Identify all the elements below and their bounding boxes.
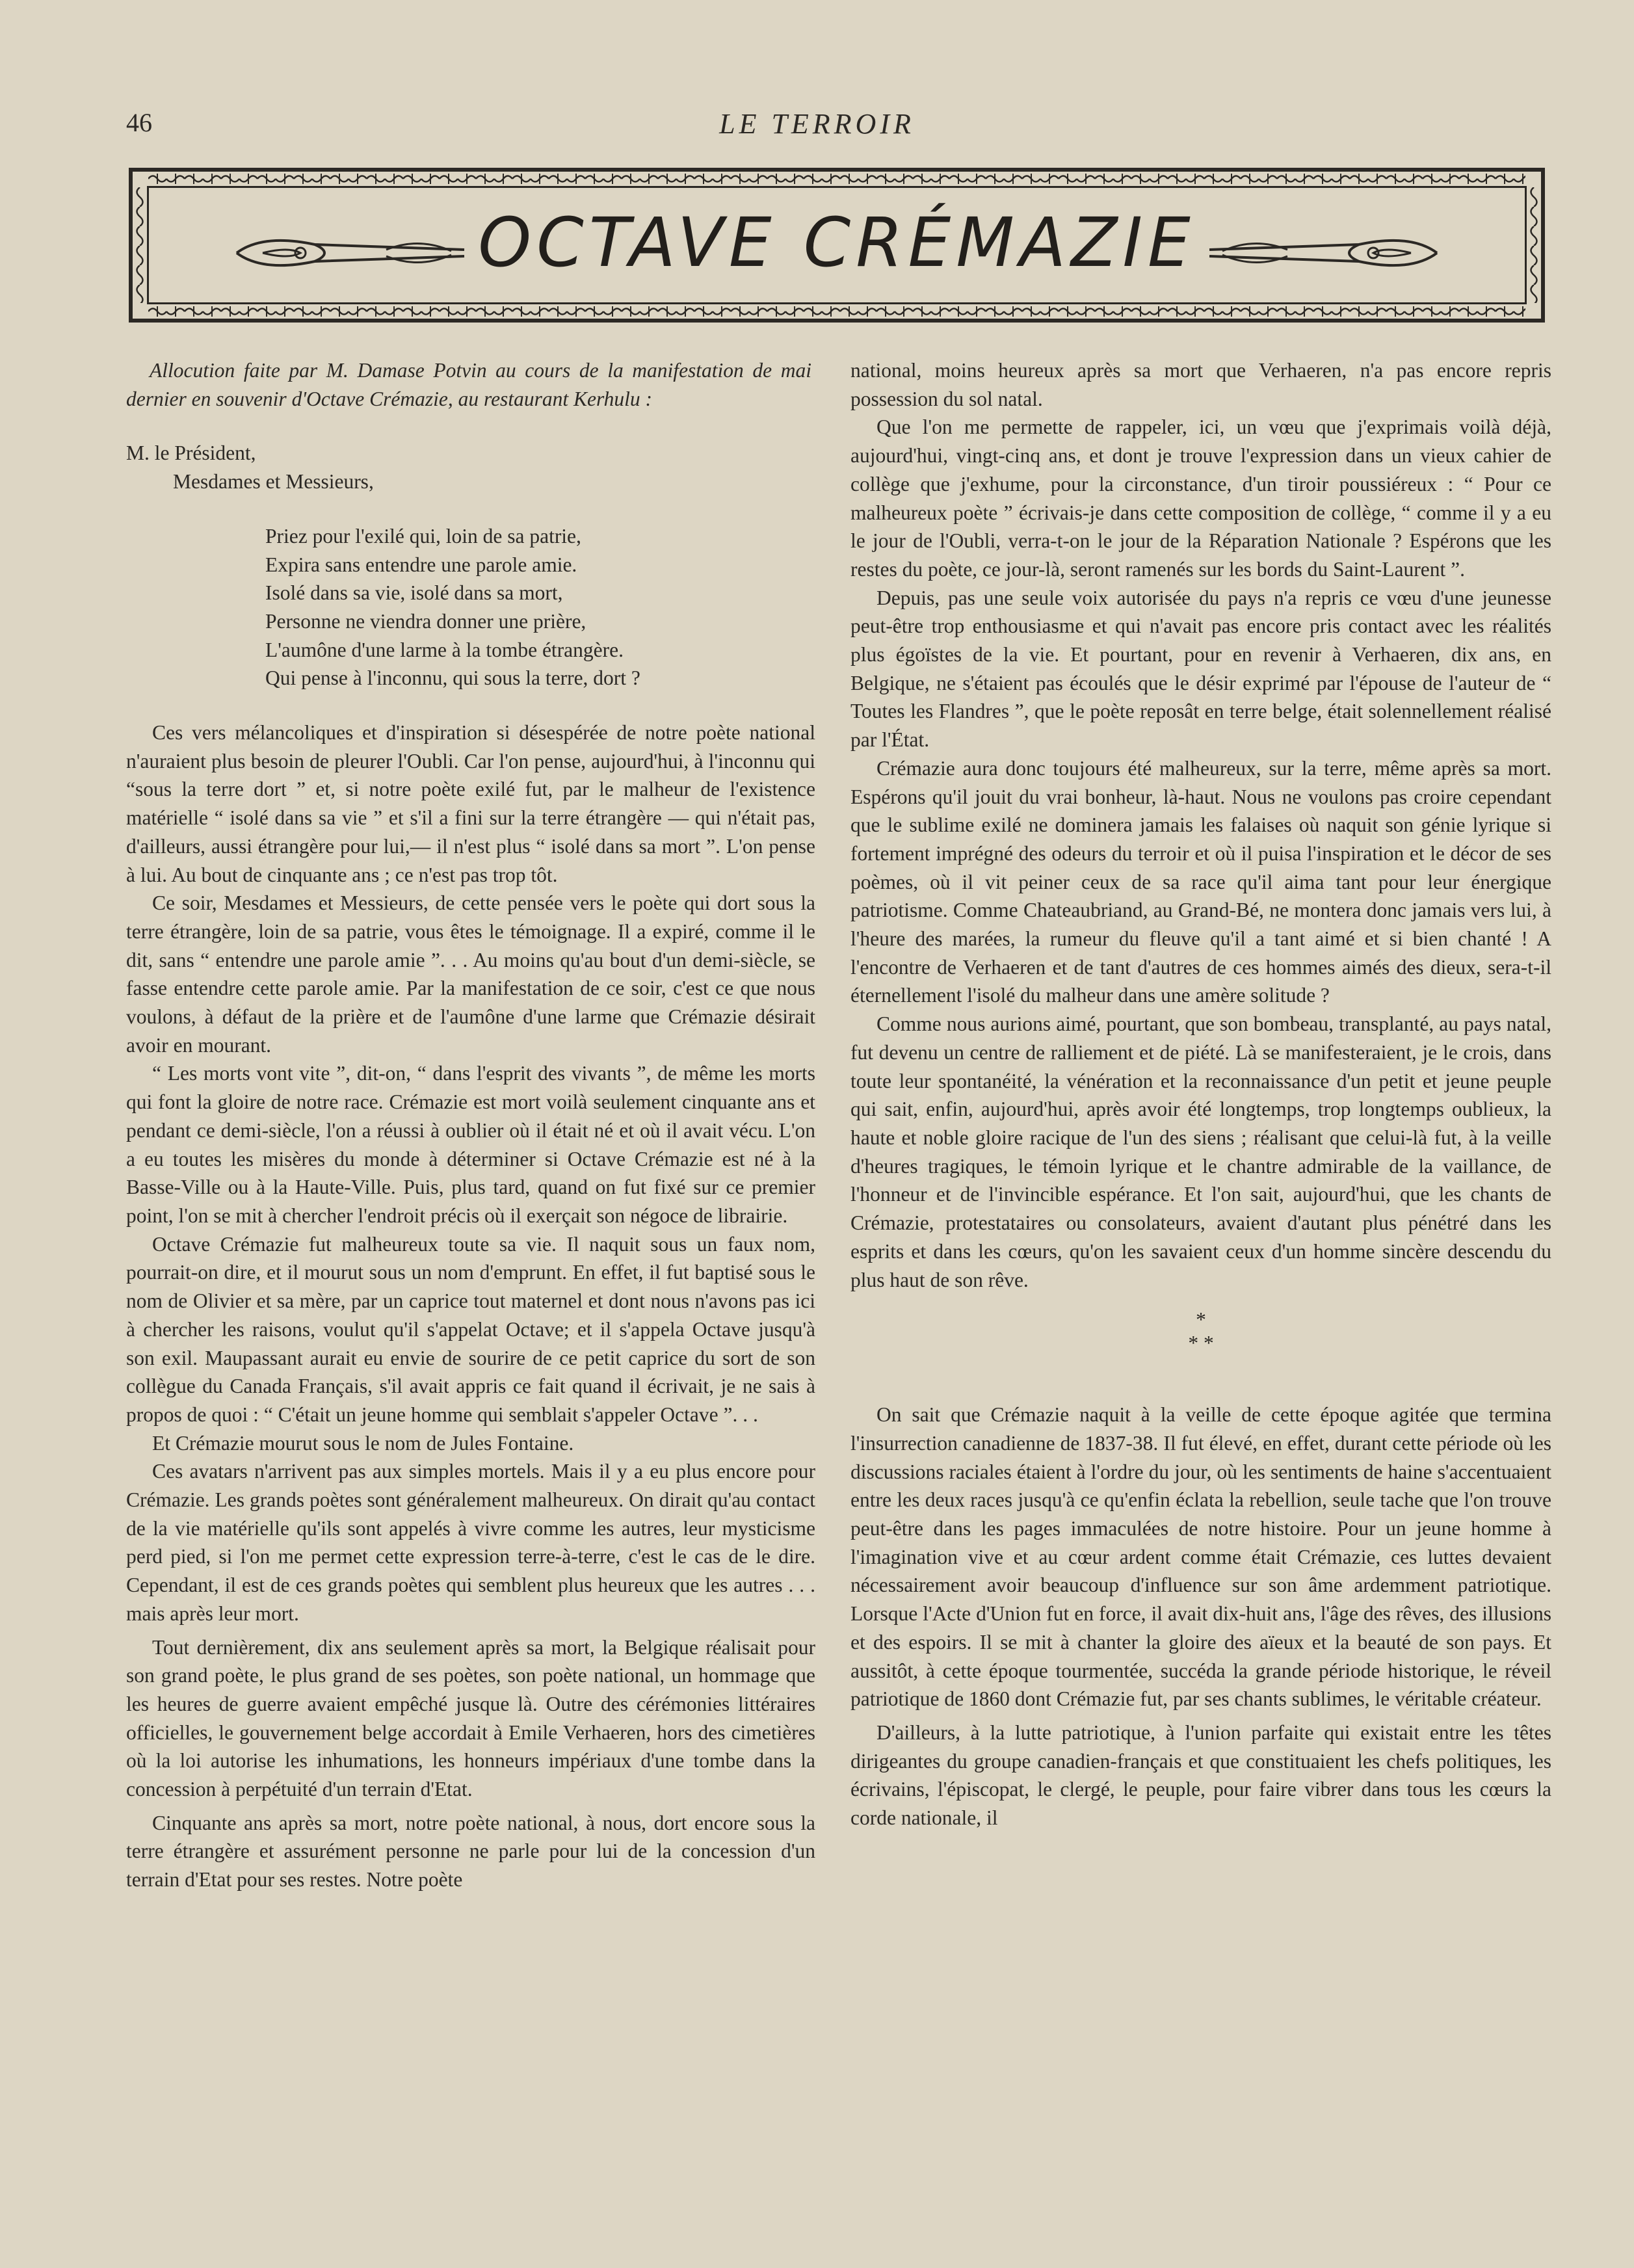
salutation-audience: Mesdames et Messieurs, — [173, 470, 374, 494]
running-head — [0, 107, 1634, 146]
paragraph: Comme nous aurions aimé, pourtant, que son bombeau, transplanté, au pays natal, fut devenu un centre de ralliement et de piété. Là se manifesteraient, je le crois, dans toute leur spontanéité, la vénération et la reconnaissance d'un petit et jeune peuple qui sait, enfin, aujourd'hui, après avoir été longtemps, trop longtemps oublieux, la haute et noble gloire racique de l'un des siens ; réalisant que celui-là fut, à la veille d'heures tragiques, le témoin lyrique et le chantre admirable de la vaillance, de l'honneur et de l'invincible espérance. Et l'on sait, aujourd'hui, que les chants de Crémazie, protestataires ou consolateurs, avaient d'autant plus pénétré dans les esprits et dans les cœurs, qu'on les savaient ceux d'un homme sincère descendu du plus haut de son rêve. — [850, 1012, 1551, 1291]
paragraph: “ Les morts vont vite ”, dit-on, “ dans l'esprit des vivants ”, de même les morts qui font la gloire de notre race. Crémazie est mort voilà seulement cinquante ans et pendant ce demi-siècle, l'on a réussi à oublier où il était né et où il avait vécu. L'on a eu toutes les misères du monde à déterminer si Octave Crémazie est né à la Basse-Ville ou à la Haute-Ville. Puis, plus tard, quand on fut fixé sur ce premier point, l'on se mit à chercher l'endroit précis où il exerçait son négoce de librairie. — [126, 1062, 815, 1227]
paragraph: Ce soir, Mesdames et Messieurs, de cette pensée vers le poète qui dort sous la terre étrangère, loin de sa patrie, vous êtes le témoignage. Il a expiré, comme il le dit, sans “ entendre une parole amie ”. . . Au moins qu'au bout d'un demi-siècle, se fasse entendre cette parole amie. Par la manifestation de ce soir, c'est ce que nous voulons, à défaut de la prière et de l'aumône d'une larme que Crémazie désirait avoir en mourant. — [126, 891, 815, 1057]
left-column — [126, 356, 815, 1894]
asterism-bottom: * * — [1188, 1332, 1214, 1355]
paragraph: Ces vers mélancoliques et d'inspiration si désespérée de notre poète national n'auraient plus besoin de pleurer l'Oubli. Car l'on pense, aujourd'hui, à l'inconnu qui “sous la terre dort ” et, si notre poète exilé fut, par le malheur de l'existence matérielle “ isolé dans sa vie ” et s'il a fini sur la terre étrangère — qui n'était pas, d'ailleurs, aussi étrangère pour lui,— il n'est plus “ isolé dans sa mort ”. L'on pense à lui. Au bout de cinquante ans ; ce n'est pas trop tôt. — [126, 721, 815, 886]
asterism-top: * — [1196, 1308, 1206, 1332]
paragraph: Et Crémazie mourut sous le nom de Jules Fontaine. — [152, 1431, 574, 1455]
paragraph: Que l'on me permette de rappeler, ici, un vœu que j'exprimais voilà déjà, aujourd'hui, vingt-cinq ans, et dont je trouve l'expression dans un vieux cahier de collège que j'exhume, pour la circonstance, d'un tiroir poussiéreux : “ Pour ce malheureux poète ” écrivais-je dans cette composition de collège, “ comme il y a eu le jour de l'Oubli, verra-t-on le jour de la Réparation Nationale ? Espérons que les restes du poète, ce jour-là, seront ramenés sur les bords du Saint-Laurent ”. — [850, 415, 1551, 581]
ornamental-band-bottom — [148, 304, 1525, 319]
paragraph: Tout dernièrement, dix ans seulement après sa mort, la Belgique réalisait pour son grand poète, le plus grand de ses poètes, son poète national, un hommage que les heures de guerre avaient empêché jusque là. Outre des cérémonies littéraires officielles, le gouvernement belge accordait à Emile Verhaeren, hors des cimetières où la loi autorise les inhumations, les honneurs impériaux d'une tombe dans la concession à perpétuité d'un terrain d'Etat. — [126, 1635, 815, 1801]
ornamental-band-top — [148, 172, 1525, 186]
poem-line: Qui pense à l'inconnu, qui sous la terre, dort ? — [265, 666, 640, 690]
journal-title: LE TERROIR — [719, 108, 915, 140]
poem-line: Expira sans entendre une parole amie. — [265, 553, 577, 576]
paragraph: D'ailleurs, à la lutte patriotique, à l'union parfaite qui existait entre les têtes dirigeantes du groupe canadien-français et que constituaient les chefs politiques, les écrivains, l'épiscopat, le clergé, le peuple, pour faire vibrer dans tous les cœurs la corde nationale, il — [850, 1721, 1551, 1830]
paragraph: Crémazie aura donc toujours été malheureux, sur la terre, même après sa mort. Espérons qu'il jouit du vrai bonheur, là-haut. Nous ne voulons pas croire cependant que le sublime exilé ne dominera jamais les falaises où naquit son génie lyrique si fortement imprégné des odeurs du terroir et où il puisa l'inspiration et le décor de ses poèmes, où il vit peiner ceux de sa race qu'il aima tant pour leur énergique patriotisme. Comme Chateaubriand, au Grand-Bé, ne montera donc jamais vers lui, à l'heure des marées, la rumeur du fleuve qu'il a tant aimé et si bien chanté ! A l'encontre de Verhaeren et de tant d'autres de ces hommes aimés des dieux, sera-t-il éternellement l'isolé du malheur dans une amère solitude ? — [850, 756, 1551, 1007]
intro-note: Allocution faite par M. Damase Potvin au cours de la manifestation de mai dernier en souvenir d'Octave Crémazie, au restaurant Kerhulu : — [126, 359, 811, 410]
poem-line: Personne ne viendra donner une prière, — [265, 609, 586, 633]
salutation-president: M. le Président, — [126, 442, 256, 465]
paragraph: Cinquante ans après sa mort, notre poète national, à nous, dort encore sous la terre étrangère et assurément personne ne parle pour lui de la concession d'un terrain d'Etat pour ses restes. Notre poète — [126, 1811, 815, 1892]
paragraph: On sait que Crémazie naquit à la veille de cette époque agitée que termina l'insurrection canadienne de 1837-38. Il fut élevé, en effet, durant cette période où les discussions raciales étaient à l'ordre du jour, où les sentiments de haine s'accentuaient entre les deux races jusqu'à ce qu'enfin éclata la rebellion, seule tache que l'on trouve peut-être dans les pages immaculées de notre histoire. Pour un jeune homme à l'imagination vive et au cœur ardent comme était Crémazie, ces luttes devaient nécessairement avoir beaucoup d'influence sur son âme ardemment patriotique. Lorsque l'Acte d'Union fut en force, il avait dix-huit ans, l'âge des rêves, des illusions et des espoirs. Il se mit à chanter la gloire des aïeux et la beauté de son pays. Et aussitôt, à cette époque tourmentée, succéda la grande période historique, le réveil patriotique de 1860 dont Crémazie fut, par ses chants sublimes, le véritable créateur. — [850, 1403, 1551, 1711]
paragraph: Depuis, pas une seule voix autorisée du pays n'a repris ce vœu d'une jeunesse peut-être trop enthousiasme et qui n'avait pas encore pris contact avec les réalités plus égoïstes de la vie. Et pourtant, pour en revenir à Verhaeren, dix ans, en Belgique, ne s'étaient pas écoulés que le désir exprimé par l'épouse de l'auteur de “ Toutes les Flandres ”, que le poète reposât en terre belge, était solennellement réalisé par l'État. — [850, 586, 1551, 752]
right-column — [850, 356, 1551, 1832]
title-frame — [129, 168, 1545, 323]
section-break — [850, 1308, 1551, 1355]
page-number: 46 — [126, 108, 152, 137]
poem-line: Priez pour l'exilé qui, loin de sa patrie, — [265, 524, 581, 547]
poem-stanza — [126, 522, 815, 692]
paragraph: Ces avatars n'arrivent pas aux simples mortels. Mais il y a eu plus encore pour Crémazie. Les grands poètes sont généralement malheureux. On dirait qu'au contact de la vie matérielle qu'ils sont appelés à vivre comme les autres, leur mysticisme perd pied, si l'on me permet cette expression terre-à-terre, c'est le cas de le dire. Cependant, il est de ces grands poètes qui semblent plus heureux que les autres . . . mais après leur mort. — [126, 1460, 815, 1625]
poem-line: L'aumône d'une larme à la tombe étrangère. — [265, 638, 624, 661]
paragraph: Octave Crémazie fut malheureux toute sa vie. Il naquit sous un faux nom, pourrait-on dire, et il mourut sous un nom d'emprunt. En effet, il fut baptisé sous le nom de Olivier et sa mère, par un caprice tout maternel et dont nous n'avons pas ici à chercher les raisons, voulut qu'il s'appelat Octave; et il s'appela Octave jusqu'à son exil. Maupassant aurait eu envie de sourire de ce petit caprice du sort de son collègue du Canada Français, s'il avait appris ce fait quand il écrivait, je ne sais à propos de quoi : “ C'était un jeune homme qui semblait s'appeler Octave ”. . . — [126, 1232, 815, 1426]
scroll-ornament-right-icon — [1203, 230, 1450, 278]
paragraph: national, moins heureux après sa mort que Verhaeren, n'a pas encore repris possession du sol natal. — [850, 359, 1551, 410]
article-title: OCTAVE CRÉMAZIE — [478, 203, 1196, 282]
poem-line: Isolé dans sa vie, isolé dans sa mort, — [265, 581, 563, 605]
